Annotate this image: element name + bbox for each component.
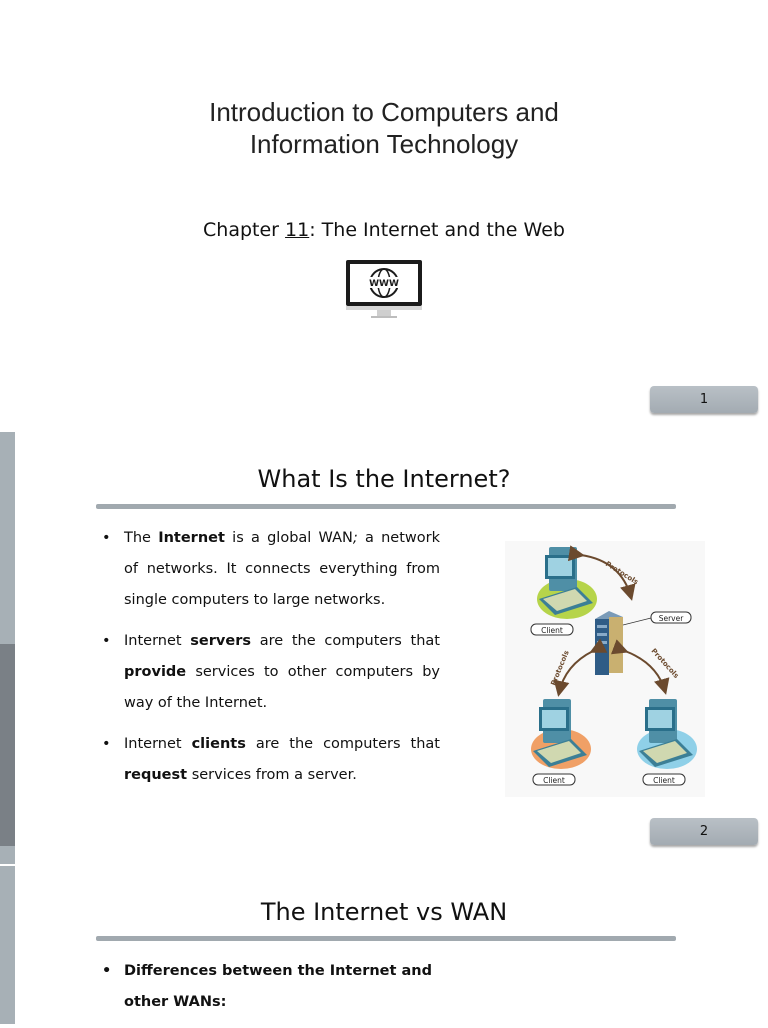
list-item [102,729,440,791]
text-run: a network of networks. It connects everything from single computers to large networks. [124,530,440,608]
text-bold: Internet [158,530,225,546]
text-run: Internet [124,633,191,649]
server-label: Server [658,614,684,623]
text-bold: servers [190,633,251,649]
page-number-tab: 1 [650,386,758,413]
text-run: The [124,530,159,546]
title-line-2: Information Technology [249,129,519,159]
left-edge-strip [0,846,15,864]
slide-title: The Internet vs WAN [260,898,508,926]
page-number-tab: 2 [650,818,758,845]
protocols-label: Protocols [649,646,681,680]
left-edge-strip [0,866,15,1024]
text-bold: clients [191,736,246,752]
text-run: are the computers that [245,736,440,752]
slide-title: What Is the Internet? [257,465,511,493]
title-divider [96,936,676,941]
protocols-label: Protocols [549,649,571,687]
presentation-title [0,96,768,160]
client-label: Client [653,776,675,785]
subtitle-prefix: Chapter [203,219,286,241]
list-item: • Differences between the Internet and other WANs: [102,956,440,1018]
client-server-diagram [505,541,705,797]
subtitle-suffix: : The Internet and the Web [309,219,565,241]
text-italic: ; [352,530,358,546]
title-divider [96,504,676,509]
bullet-list [102,956,440,1028]
client-label: Client [541,626,563,635]
client-label: Client [543,776,565,785]
left-edge-strip [0,644,15,846]
text-bold: provide [124,664,187,680]
title-line-1: Introduction to Computers and [209,97,559,127]
chapter-subtitle [0,219,768,241]
monitor-www-text: WWW [369,279,399,289]
list-item [102,626,440,719]
text-run: services from a server. [187,767,357,783]
text-run: services to other computers by way of the Internet. [124,664,440,711]
left-edge-strip [0,432,15,644]
bullet-list [102,523,440,801]
text-run: Internet [124,736,192,752]
server-icon [595,611,623,675]
chapter-number: 11 [285,219,310,241]
text-run: are the computers that [250,633,440,649]
list-item [102,523,440,616]
text-bold: request [124,767,188,783]
text-run: is a global WAN [224,530,353,546]
protocols-label: Protocols [603,559,640,587]
www-monitor-icon [344,258,424,320]
